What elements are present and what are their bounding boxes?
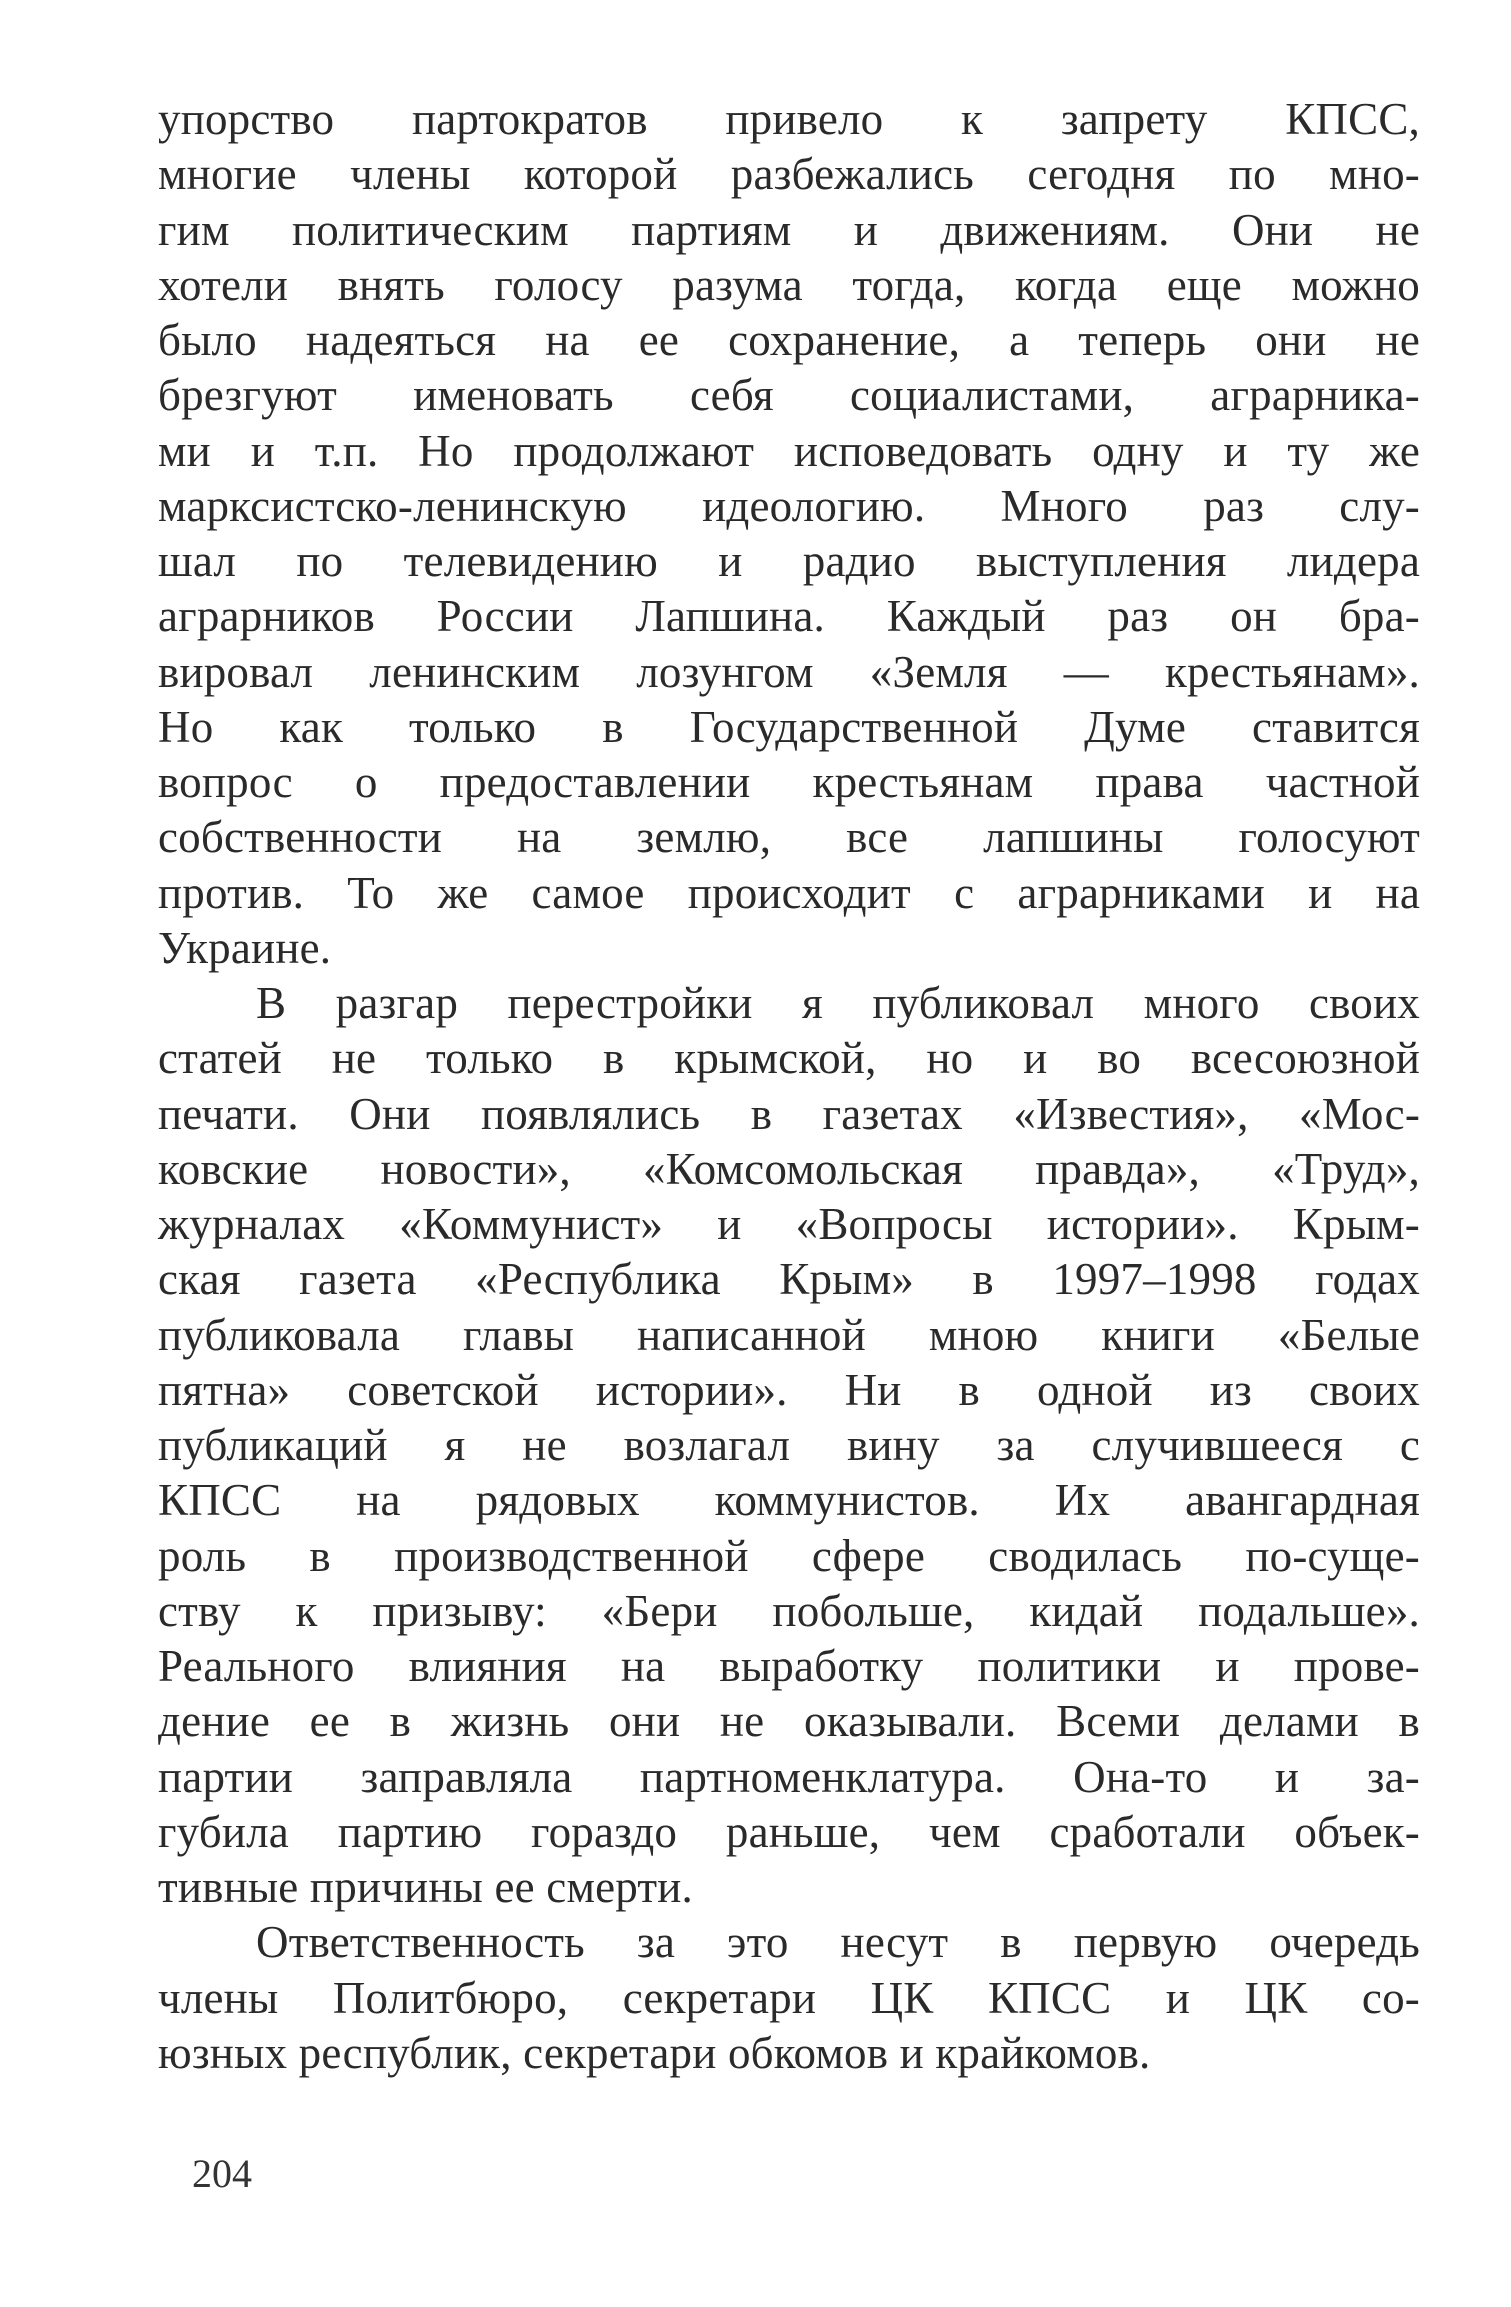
text-line: журналах «Коммунист» и «Вопросы истории». Крым- <box>158 1199 1420 1249</box>
text-line: В разгар перестройки я публиковал много своих <box>256 978 1420 1028</box>
text-line: многие члены которой разбежались сегодня по мно- <box>158 149 1420 200</box>
text-line: Реального влияния на выработку политики и прове- <box>158 1641 1420 1691</box>
text-line: ми и т.п. Но продолжают исповедовать одну и ту же <box>158 425 1420 476</box>
text-line: роль в производственной сфере сводилась по-суще- <box>158 1530 1420 1581</box>
text-line: Ответственность за это несут в первую очередь <box>256 1917 1420 1968</box>
text-line: ская газета «Республика Крым» в 1997–1998 годах <box>158 1254 1420 1305</box>
text-line: члены Политбюро, секретари ЦК КПСС и ЦК со- <box>158 1972 1420 2023</box>
text-line: Но как только в Государственной Думе ставится <box>158 701 1420 752</box>
text-line: КПСС на рядовых коммунистов. Их авангардная <box>158 1475 1420 1526</box>
paragraph <box>158 1915 1420 2081</box>
paragraph <box>158 92 1420 976</box>
text-line: партии заправляла партноменклатура. Она-то и за- <box>158 1751 1420 1802</box>
text-line: тивные причины ее смерти. <box>158 1862 694 1912</box>
page-body <box>158 92 1420 2081</box>
text-line: было надеяться на ее сохранение, а теперь они не <box>158 315 1420 365</box>
text-line: губила партию гораздо раньше, чем сработали объек- <box>158 1806 1420 1857</box>
text-line: публикаций я не возлагал вину за случившееся с <box>158 1420 1420 1470</box>
text-line: дение ее в жизнь они не оказывали. Всеми делами в <box>158 1696 1420 1747</box>
text-line: статей не только в крымской, но и во всесоюзной <box>158 1033 1420 1084</box>
text-line: гим политическим партиям и движениям. Они не <box>158 204 1420 255</box>
text-line: марксистско-ленинскую идеологию. Много раз слу- <box>158 480 1420 531</box>
text-line: аграрников России Лапшина. Каждый раз он бра- <box>158 591 1420 642</box>
text-line: упорство партократов привело к запрету КПСС, <box>158 94 1420 144</box>
page-number: 204 <box>192 2151 252 2196</box>
text-line: ковские новости», «Комсомольская правда», «Труд», <box>158 1143 1420 1194</box>
text-line: вировал ленинским лозунгом «Земля — крестьянам». <box>158 646 1420 697</box>
text-line: вопрос о предоставлении крестьянам права частной <box>158 757 1420 807</box>
text-line: печати. Они появлялись в газетах «Известия», «Мос- <box>158 1088 1420 1139</box>
text-line: хотели внять голосу разума тогда, когда еще можно <box>158 259 1420 310</box>
text-line: юзных республик, секретари обкомов и крайкомов. <box>158 2027 1151 2078</box>
text-line: против. То же самое происходит с аграрниками и на <box>158 867 1420 918</box>
text-line: собственности на землю, все лапшины голосуют <box>158 812 1420 863</box>
text-line: ству к призыву: «Бери побольше, кидай подальше». <box>158 1585 1420 1636</box>
paragraph <box>158 976 1420 1915</box>
text-line: пятна» советской истории». Ни в одной из своих <box>158 1364 1420 1415</box>
text-line: шал по телевидению и радио выступления лидера <box>158 536 1420 586</box>
text-line: Украине. <box>158 922 332 973</box>
text-line: брезгуют именовать себя социалистами, аграрника- <box>158 370 1420 421</box>
text-line: публиковала главы написанной мною книги «Белые <box>158 1309 1420 1360</box>
